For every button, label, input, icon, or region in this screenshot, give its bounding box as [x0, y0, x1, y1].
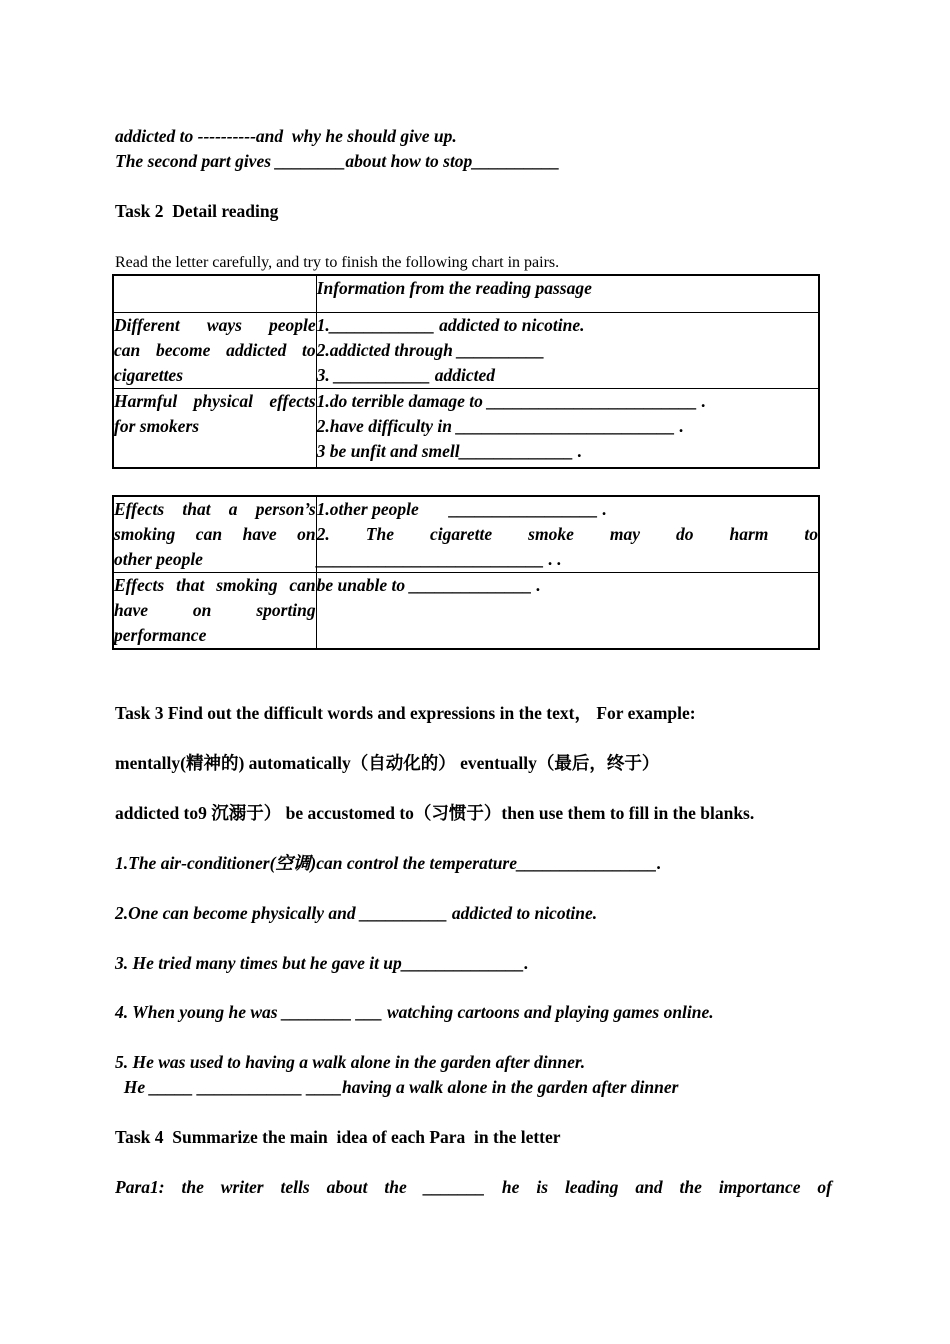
row-label-line: other people	[114, 549, 203, 569]
row-label-line: smoking can have on	[114, 524, 316, 544]
info-item: 2.addicted through __________	[316, 340, 545, 360]
task3-question-3: 3. He tried many times but he gave it up______________.	[115, 953, 529, 973]
detail-chart-table-2	[112, 495, 820, 650]
table-row	[113, 573, 819, 650]
info-item: 1.____________ addicted to nicotine.	[316, 315, 585, 335]
table-row	[113, 389, 819, 469]
task3-question-5b: He _____ ____________ ____having a walk alone in the garden after dinner	[115, 1077, 679, 1097]
row-label-line: Harmful physical effects	[114, 391, 316, 411]
row-info-cell	[316, 389, 819, 469]
table-row	[113, 496, 819, 573]
header-cell	[316, 275, 819, 313]
info-item: 3 be unfit and smell_____________ .	[316, 441, 583, 461]
task3-question-5a: 5. He was used to having a walk alone in the garden after dinner.	[115, 1052, 586, 1072]
header-text: Information from the reading passage	[316, 278, 592, 298]
row-label-line: Different ways people	[114, 315, 316, 335]
row-label-line: Effects that a person’s	[114, 499, 316, 519]
table-header-row	[113, 275, 819, 313]
task3-words-1: mentally(精神的) automatically（自动化的） eventually（最后，终于）	[115, 753, 660, 773]
header-empty-cell	[113, 275, 316, 313]
info-item: 1.other people _________________ .	[316, 499, 607, 519]
task4-title: Task 4 Summarize the main idea of each Para in the letter	[115, 1127, 561, 1147]
task3-words-2: addicted to9 沉溺于） be accustomed to（习惯于）then use them to fill in the blanks.	[115, 803, 755, 823]
intro-line-2: The second part gives ________about how to stop__________	[115, 151, 560, 171]
table-row	[113, 313, 819, 389]
row-label-line: performance	[114, 625, 207, 645]
task4-para1: Para1: the writer tells about the _______ he is leading and the importance of	[115, 1177, 832, 1197]
row-label-cell	[113, 313, 316, 389]
intro-line-1: addicted to ----------and why he should give up.	[115, 126, 457, 146]
row-label-line: for smokers	[114, 416, 200, 436]
row-info-cell	[316, 573, 819, 650]
row-label-cell	[113, 496, 316, 573]
row-info-cell	[316, 313, 819, 389]
info-item: 2. The cigarette smoke may do harm to	[316, 524, 818, 544]
row-label-line: can become addicted to	[114, 340, 316, 360]
task3-question-4: 4. When young he was ________ ___ watching cartoons and playing games online.	[115, 1002, 714, 1022]
info-item: be unable to ______________ .	[316, 575, 541, 595]
task2-title: Task 2 Detail reading	[115, 201, 279, 221]
row-label-line: have on sporting	[114, 600, 316, 620]
info-item: 2.have difficulty in _________________________ .	[316, 416, 684, 436]
row-label-line: Effects that smoking can	[114, 575, 316, 595]
row-label-cell	[113, 389, 316, 469]
info-item: 3. ___________ addicted	[316, 365, 496, 385]
detail-chart-table-1	[112, 274, 820, 469]
info-item: 1.do terrible damage to ________________________ .	[316, 391, 707, 411]
task2-instruction: Read the letter carefully, and try to finish the following chart in pairs.	[115, 254, 560, 271]
row-info-cell	[316, 496, 819, 573]
task3-title: Task 3 Find out the difficult words and expressions in the text， For example:	[115, 703, 696, 723]
row-label-line: cigarettes	[114, 365, 184, 385]
row-label-cell	[113, 573, 316, 650]
task3-question-1: 1.The air-conditioner(空调)can control the temperature________________.	[115, 853, 662, 873]
info-item: __________________________ . .	[316, 549, 562, 569]
task3-question-2: 2.One can become physically and __________ addicted to nicotine.	[115, 903, 598, 923]
